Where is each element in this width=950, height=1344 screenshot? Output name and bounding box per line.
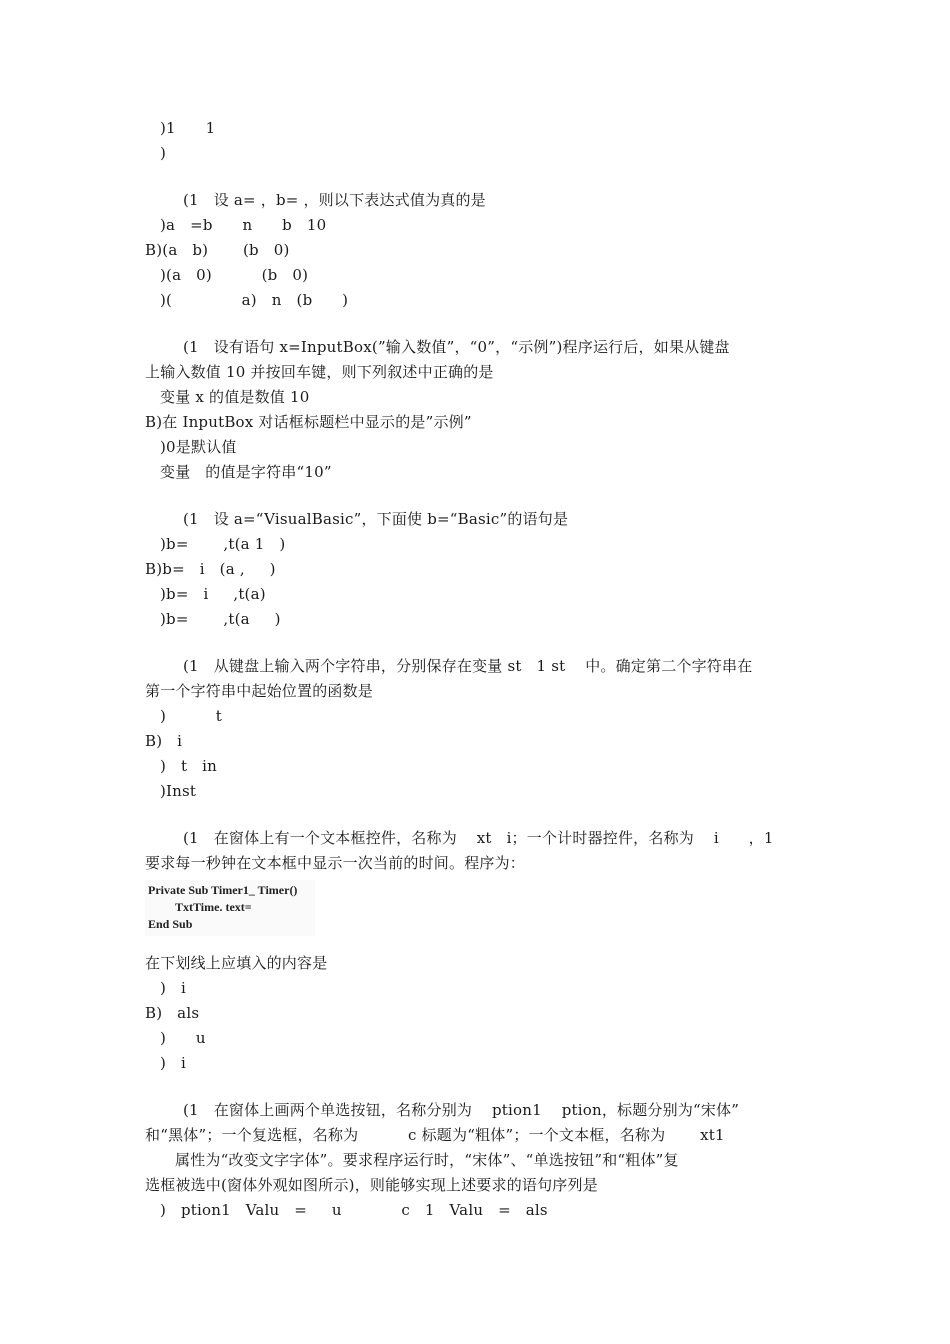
option-d: 变量 的值是字符串“10” [160, 463, 332, 481]
code-line: TxtTime. text= [175, 900, 255, 914]
option-c: )(a 0) (b 0) [160, 266, 309, 284]
option-a: ) i [160, 979, 186, 997]
option-a: )a =b n b 10 [160, 216, 327, 234]
code-line: Private Sub Timer1_ Timer() [148, 883, 298, 897]
option-b: B)在 InputBox 对话框标题栏中显示的是”示例” [145, 413, 472, 431]
question-stem-cont: 属性为“改变文字字体”。要求程序运行时，“宋体”、“单选按钮”和“粗体”复 [175, 1151, 679, 1169]
question-stem-cont: 第一个字符串中起始位置的函数是 [145, 682, 374, 700]
question-stem: (1 从键盘上输入两个字符串，分别保存在变量 st 1 st 中。确定第二个字符串在 [183, 657, 753, 675]
option-a: 变量 x 的值是数值 10 [160, 388, 310, 406]
question-stem: (1 设有语句 x=InputBox(”输入数值”，“0”，“示例”)程序运行后，如果从键盘 [183, 338, 730, 356]
option-c: )0是默认值 [160, 438, 237, 456]
option-c: ) t in [160, 757, 217, 775]
option-a: ) ption1 Valu = u c 1 Valu = als [160, 1201, 548, 1219]
option-b: B) i [145, 732, 183, 750]
question-prompt: 在下划线上应填入的内容是 [145, 954, 328, 972]
code-snippet-image [145, 880, 315, 936]
option-a: ) t [160, 707, 222, 725]
option-b: B)b= i (a , ) [145, 560, 276, 578]
question-stem-cont: 和“黑体”；一个复选框，名称为 c 标题为“粗体”；一个文本框，名称为 xt1 [145, 1126, 725, 1144]
question-stem: (1 设 a=“VisualBasic”，下面使 b=“Basic”的语句是 [183, 510, 569, 528]
text-line: )1 1 [160, 119, 216, 137]
option-d: )b= ,t(a ) [160, 610, 281, 628]
question-stem: (1 在窗体上有一个文本框控件，名称为 xt i；一个计时器控件，名称为 i ，1 [183, 829, 774, 847]
question-stem: (1 在窗体上画两个单选按钮，名称分别为 ption1 ption，标题分别为“宋体” [183, 1101, 740, 1119]
option-c: )b= i ,t(a) [160, 585, 266, 603]
option-c: ) u [160, 1029, 206, 1047]
question-stem-cont: 要求每一秒钟在文本框中显示一次当前的时间。程序为： [145, 854, 526, 872]
text-line: ) [160, 144, 167, 162]
question-stem-cont: 选框被选中(窗体外观如图所示)，则能够实现上述要求的语句序列是 [145, 1176, 598, 1194]
question-stem: (1 设 a= ，b= ，则以下表达式值为真的是 [183, 191, 486, 209]
option-a: )b= ,t(a 1 ) [160, 535, 286, 553]
option-b: B)(a b) (b 0) [145, 241, 290, 259]
option-d: ) i [160, 1054, 186, 1072]
option-d: )( a) n (b ) [160, 291, 349, 309]
question-stem-cont: 上输入数值 10 并按回车键，则下列叙述中正确的是 [145, 363, 494, 381]
option-d: )Inst [160, 782, 197, 800]
code-line: End Sub [148, 917, 193, 931]
option-b: B) als [145, 1004, 200, 1022]
